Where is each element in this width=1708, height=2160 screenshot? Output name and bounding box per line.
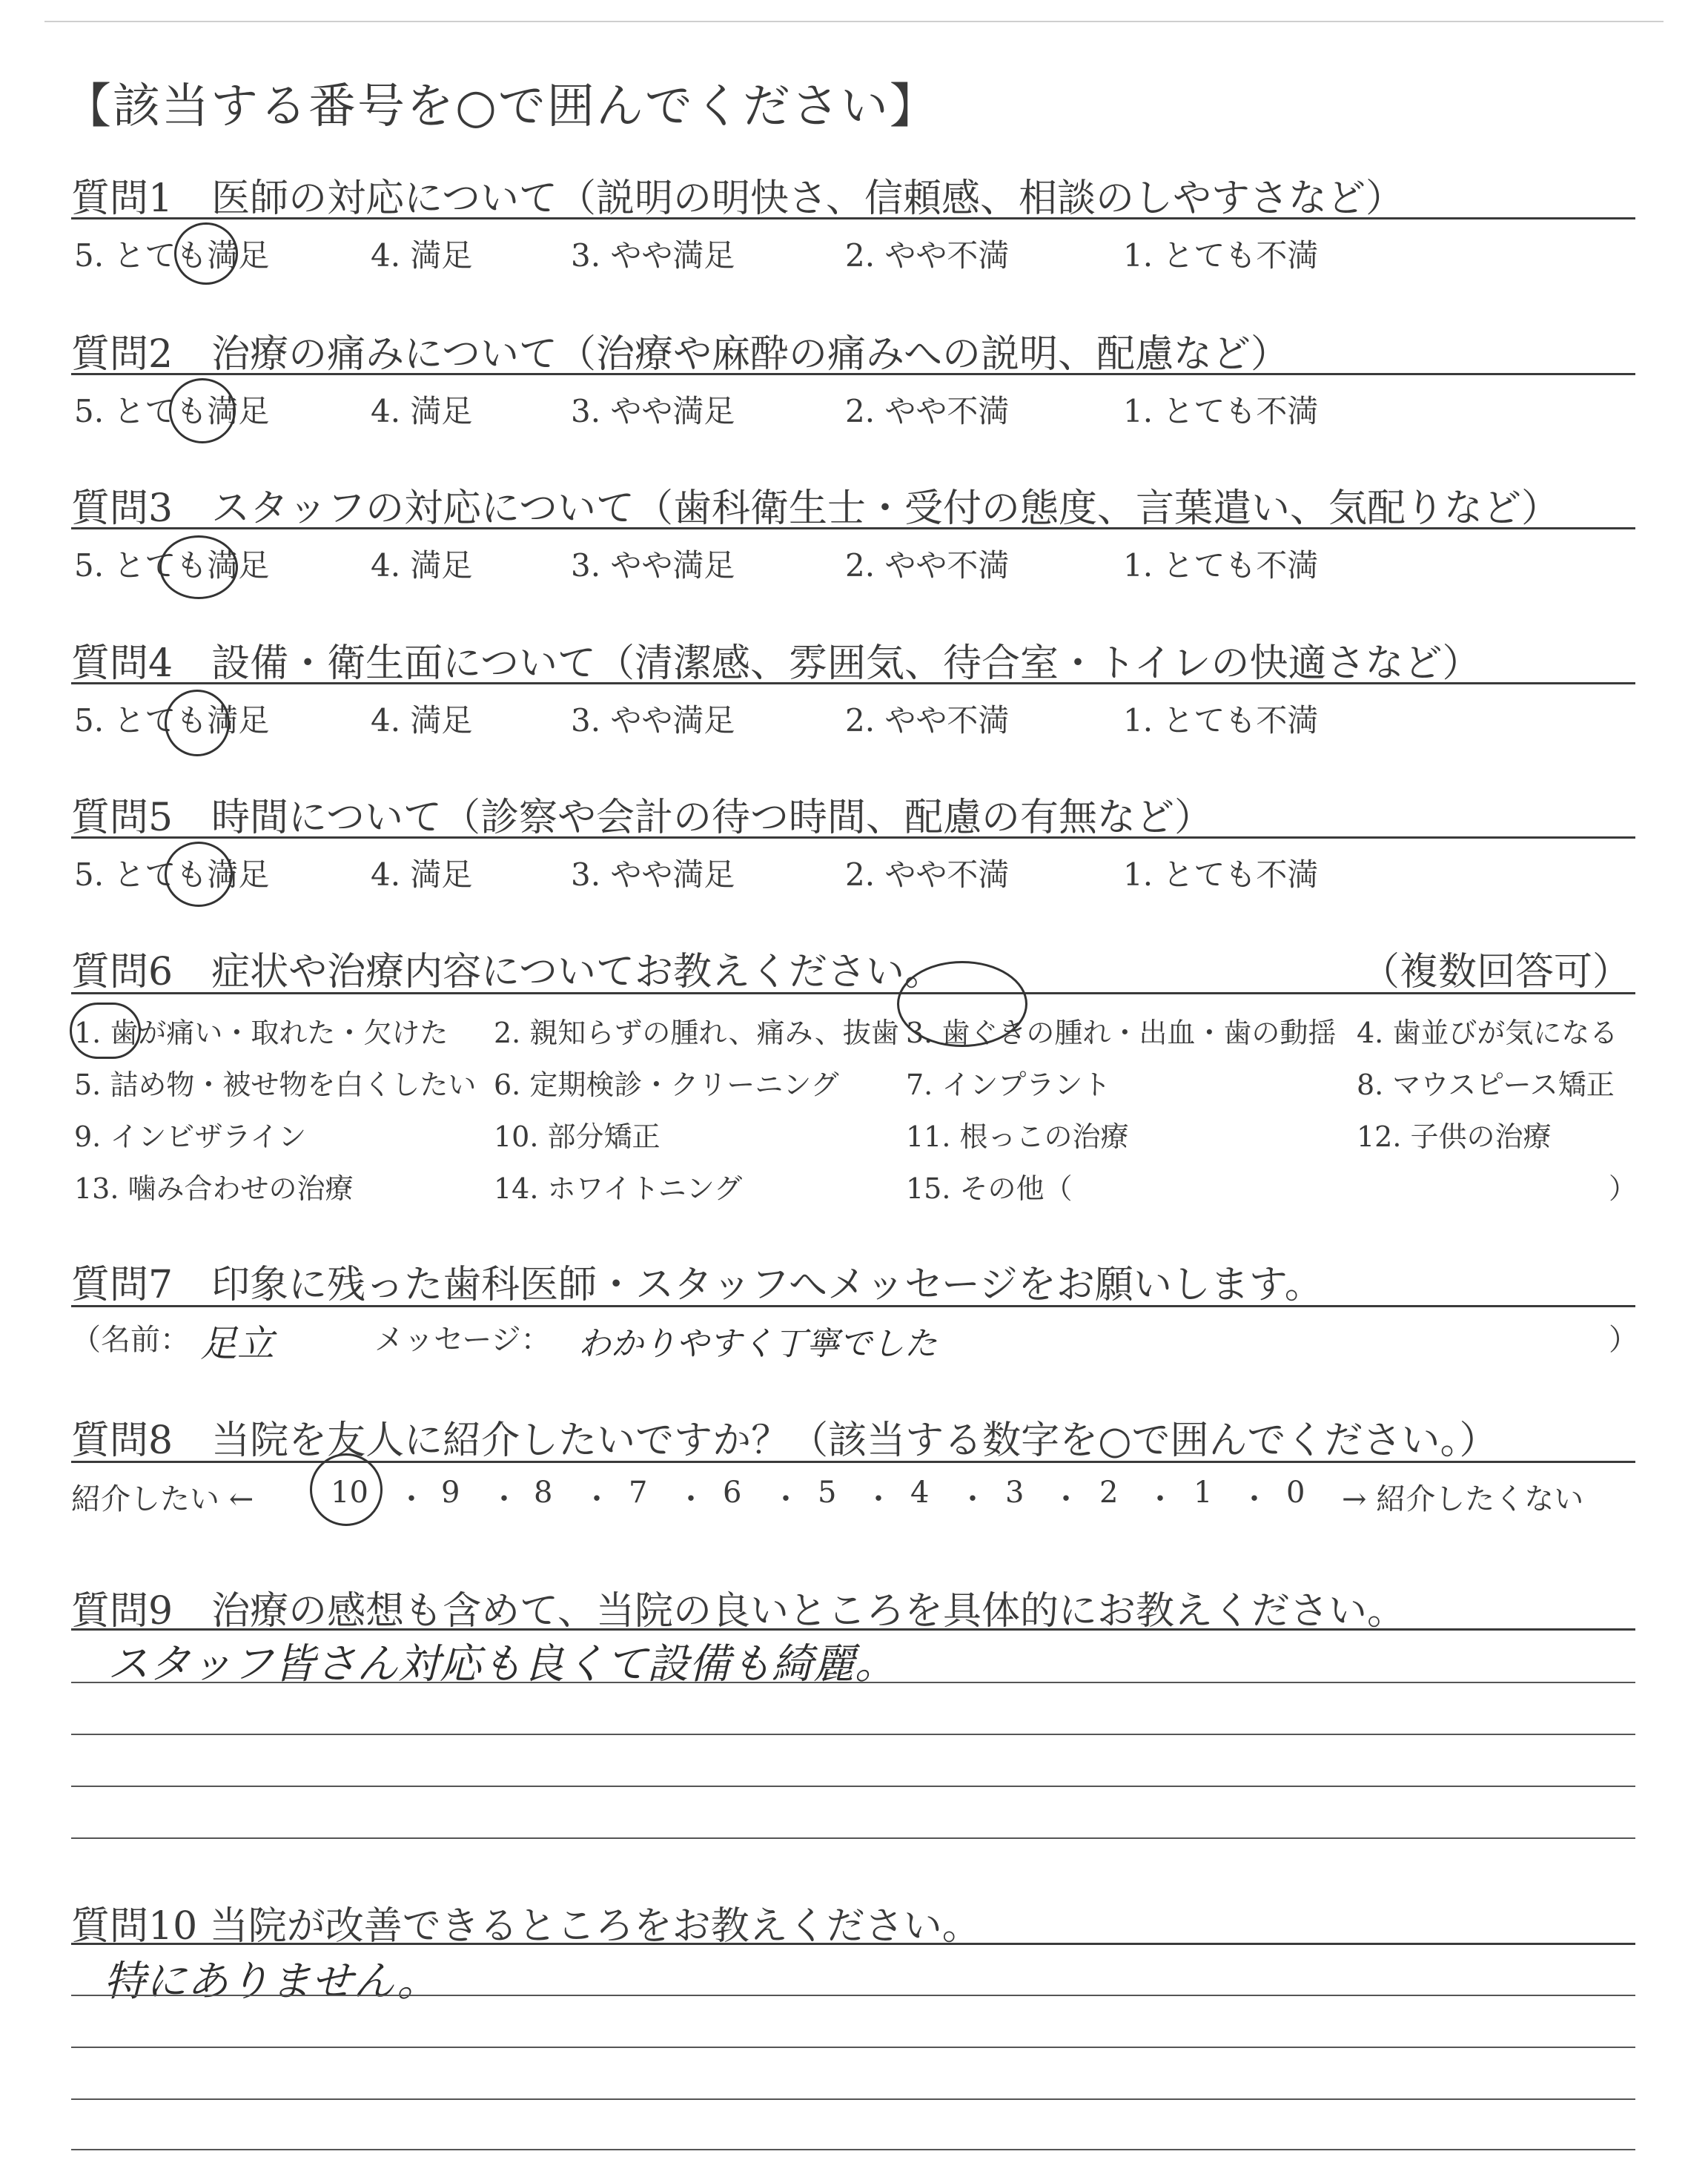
q6-option-1[interactable]: 1. 歯が痛い・取れた・欠けた: [74, 1017, 448, 1049]
q8-left-label: 紹介したい ←: [71, 1482, 254, 1516]
q6-option-13[interactable]: 13. 噛み合わせの治療: [74, 1172, 354, 1205]
q8-scale-dot: ・: [582, 1482, 612, 1516]
q8-title: 質問8 当院を友人に紹介したいですか？（該当する数字を○で囲んでください。）: [71, 1418, 1498, 1463]
q8-scale-3[interactable]: 3: [1005, 1476, 1025, 1510]
q6-title-text: 質問6 症状や治療内容についてお教えください。: [71, 950, 944, 994]
q3-option-5[interactable]: 5. とても満足: [74, 547, 270, 584]
q6-selection-circle-3: [897, 961, 1027, 1047]
q6-option-14[interactable]: 14. ホワイトニング: [494, 1172, 743, 1205]
q1-rule: [71, 217, 1635, 219]
q7-name-label: （名前：: [71, 1323, 190, 1357]
q8-scale-dot: ・: [864, 1482, 893, 1516]
q7-name-handwritten[interactable]: 足立: [200, 1322, 274, 1365]
q9-writing-line: [71, 1682, 1635, 1683]
q4-option-1[interactable]: 1. とても不満: [1123, 702, 1319, 739]
q6-title: [71, 940, 1632, 996]
top-border: [44, 21, 1664, 22]
q4-rule: [71, 682, 1635, 684]
q1-selection-circle: [174, 222, 238, 285]
q6-option-11[interactable]: 11. 根っこの治療: [906, 1120, 1129, 1153]
form-header: 【該当する番号を○で囲んでください】: [64, 79, 939, 134]
q8-scale-1[interactable]: 1: [1194, 1476, 1213, 1510]
q6-option-4[interactable]: 4. 歯並びが気になる: [1357, 1017, 1618, 1049]
q8-scale-7[interactable]: 7: [629, 1476, 648, 1510]
q3-selection-circle: [159, 535, 238, 599]
q8-scale-dot: ・: [1239, 1482, 1269, 1516]
q1-option-4[interactable]: 4. 満足: [371, 237, 473, 274]
q2-option-1[interactable]: 1. とても不満: [1123, 393, 1319, 429]
q8-scale-9[interactable]: 9: [441, 1476, 460, 1510]
q5-option-5[interactable]: 5. とても満足: [74, 856, 270, 893]
q9-title: 質問9 治療の感想も含めて、当院の良いところを具体的にお教えください。: [71, 1589, 1406, 1634]
q10-title: 質問10 当院が改善できるところをお教えください。: [71, 1904, 981, 1949]
q4-option-5[interactable]: 5. とても満足: [74, 702, 270, 739]
q7-message-label: メッセージ：: [374, 1323, 551, 1357]
q6-option-15[interactable]: 15. その他（: [906, 1172, 1073, 1205]
q9-rule: [71, 1628, 1635, 1631]
q4-option-3[interactable]: 3. やや満足: [571, 702, 735, 739]
q8-scale-dot: ・: [1145, 1482, 1175, 1516]
q10-rule: [71, 1943, 1635, 1945]
q7-rule: [71, 1305, 1635, 1307]
q7-title: 質問7 印象に残った歯科医師・スタッフへメッセージをお願いします。: [71, 1263, 1323, 1307]
q8-scale-5[interactable]: 5: [818, 1476, 837, 1510]
q6-option-3[interactable]: 3. 歯ぐきの腫れ・出血・歯の動揺: [906, 1017, 1337, 1049]
q5-selection-circle: [165, 842, 233, 907]
q8-rule: [71, 1461, 1635, 1463]
q8-scale-dot: ・: [958, 1482, 987, 1516]
q6-other-close-paren: ）: [1609, 1172, 1638, 1205]
q9-writing-line: [71, 1786, 1635, 1787]
q8-scale-4[interactable]: 4: [910, 1476, 930, 1510]
q9-writing-line: [71, 1734, 1635, 1735]
q1-title: 質問1 医師の対応について（説明の明快さ、信頼感、相談のしやすさなど）: [71, 176, 1404, 221]
q1-option-2[interactable]: 2. やや不満: [845, 237, 1010, 274]
q2-title: 質問2 治療の痛みについて（治療や麻酔の痛みへの説明、配慮など）: [71, 332, 1290, 377]
q8-scale-8[interactable]: 8: [534, 1476, 553, 1510]
q5-option-1[interactable]: 1. とても不満: [1123, 856, 1319, 893]
q1-option-3[interactable]: 3. やや満足: [571, 237, 735, 274]
q6-option-8[interactable]: 8. マウスピース矯正: [1357, 1069, 1615, 1101]
q7-close-paren: ）: [1609, 1323, 1638, 1357]
q6-option-9[interactable]: 9. インビザライン: [74, 1120, 307, 1153]
q8-selection-circle: [310, 1453, 383, 1526]
q6-option-10[interactable]: 10. 部分矯正: [494, 1120, 661, 1153]
q7-message-handwritten[interactable]: わかりやすく丁寧でした: [578, 1325, 937, 1363]
q4-option-4[interactable]: 4. 満足: [371, 702, 473, 739]
q4-option-2[interactable]: 2. やや不満: [845, 702, 1010, 739]
q6-option-7[interactable]: 7. インプラント: [906, 1069, 1111, 1101]
q5-rule: [71, 836, 1635, 839]
q2-option-5[interactable]: 5. とても満足: [74, 393, 270, 429]
q6-option-2[interactable]: 2. 親知らずの腫れ、痛み、抜歯: [494, 1017, 899, 1049]
q1-option-5[interactable]: 5. とても満足: [74, 237, 270, 274]
q4-selection-circle: [165, 690, 230, 756]
q2-option-2[interactable]: 2. やや不満: [845, 393, 1010, 429]
q5-option-4[interactable]: 4. 満足: [371, 856, 473, 893]
q9-writing-line: [71, 1837, 1635, 1839]
q6-option-12[interactable]: 12. 子供の治療: [1357, 1120, 1552, 1153]
q6-option-5[interactable]: 5. 詰め物・被せ物を白くしたい: [74, 1069, 477, 1101]
q5-option-3[interactable]: 3. やや満足: [571, 856, 735, 893]
q3-option-1[interactable]: 1. とても不満: [1123, 547, 1319, 584]
q8-right-label: → 紹介したくない: [1342, 1482, 1584, 1516]
q10-writing-line: [71, 2098, 1635, 2100]
q8-scale-dot: ・: [397, 1482, 426, 1516]
q8-scale-0[interactable]: 0: [1286, 1476, 1305, 1510]
q10-writing-line: [71, 2047, 1635, 2048]
q2-option-3[interactable]: 3. やや満足: [571, 393, 735, 429]
q3-option-3[interactable]: 3. やや満足: [571, 547, 735, 584]
q6-option-6[interactable]: 6. 定期検診・クリーニング: [494, 1069, 839, 1101]
q5-title: 質問5 時間について（診察や会計の待つ時間、配慮の有無など）: [71, 796, 1214, 840]
q2-option-4[interactable]: 4. 満足: [371, 393, 473, 429]
q8-scale-10[interactable]: 10: [331, 1476, 368, 1510]
q9-answer-handwritten[interactable]: スタッフ皆さん対応も良くて設備も綺麗。: [107, 1640, 896, 1688]
q3-option-4[interactable]: 4. 満足: [371, 547, 473, 584]
q8-scale-dot: ・: [489, 1482, 519, 1516]
q10-writing-line: [71, 2149, 1635, 2150]
q3-option-2[interactable]: 2. やや不満: [845, 547, 1010, 584]
q3-title: 質問3 スタッフの対応について（歯科衛生士・受付の態度、言葉遣い、気配りなど）: [71, 486, 1560, 531]
q6-selection-circle-1: [70, 1003, 141, 1059]
q8-scale-2[interactable]: 2: [1099, 1476, 1119, 1510]
q6-multiple-note: （複数回答可）: [1361, 950, 1632, 994]
q2-selection-circle: [169, 378, 236, 443]
q8-scale-dot: ・: [676, 1482, 706, 1516]
q4-title: 質問4 設備・衛生面について（清潔感、雰囲気、待合室・トイレの快適さなど）: [71, 641, 1481, 686]
q2-rule: [71, 373, 1635, 375]
q8-scale-dot: ・: [1051, 1482, 1081, 1516]
q10-answer-handwritten[interactable]: 特にありません。: [104, 1958, 439, 2006]
q5-option-2[interactable]: 2. やや不満: [845, 856, 1010, 893]
q8-scale-6[interactable]: 6: [723, 1476, 742, 1510]
q10-writing-line: [71, 1995, 1635, 1996]
q8-scale-dot: ・: [771, 1482, 801, 1516]
q6-rule: [71, 992, 1635, 994]
q3-rule: [71, 527, 1635, 529]
q1-option-1[interactable]: 1. とても不満: [1123, 237, 1319, 274]
